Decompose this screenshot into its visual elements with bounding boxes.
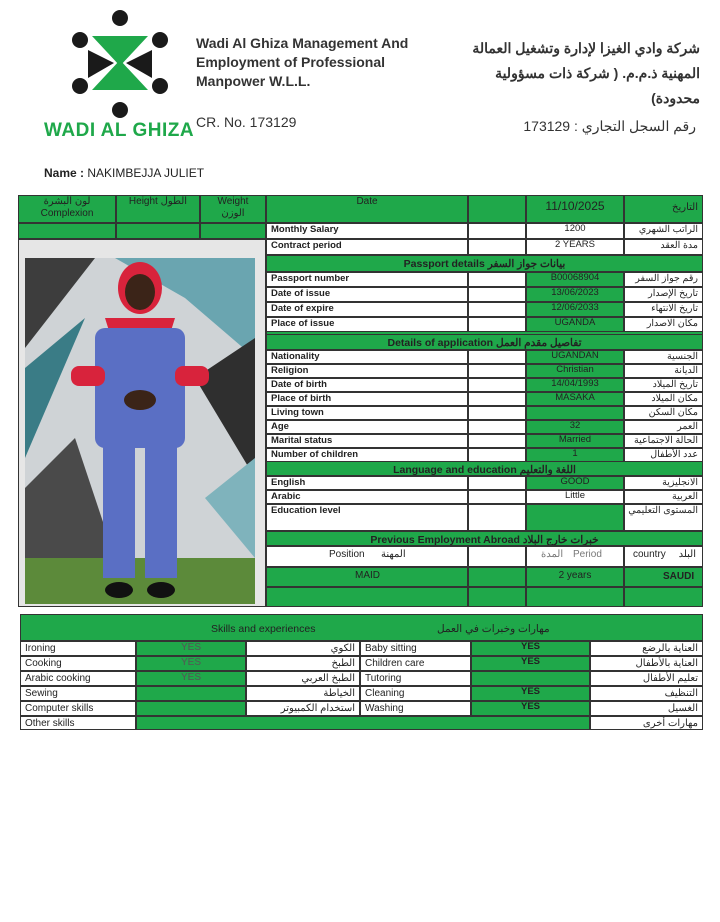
weight-cell: Weight الوزن: [200, 195, 266, 223]
field-label: Marital status: [266, 434, 468, 448]
field-value: MASAKA: [526, 392, 624, 406]
employment-position-header: [266, 546, 468, 567]
employment-section-header: Previous Employment Abroad خبرات خارج البلاد: [266, 531, 703, 546]
employment-empty: [468, 587, 526, 607]
field-label: Living town: [266, 406, 468, 420]
employment-empty: [266, 587, 468, 607]
field-label-ar: تاريخ الإصدار: [624, 287, 703, 302]
position-label: Position: [329, 549, 365, 560]
field-label: Number of children: [266, 448, 468, 462]
field-label: Monthly Salary: [266, 223, 468, 239]
skill-label-right: Baby sitting: [360, 641, 471, 656]
field-label-ar: رقم جواز السفر: [624, 272, 703, 287]
field-spacer: [468, 317, 526, 332]
skill-label-right-ar: العناية بالرضع: [590, 641, 703, 656]
field-spacer: [468, 350, 526, 364]
date-label-ar: التاريخ: [624, 195, 703, 223]
field-value: 13/06/2023: [526, 287, 624, 302]
field-label: Date of birth: [266, 378, 468, 392]
employment-country-header: [624, 546, 703, 567]
field-spacer: [468, 223, 526, 239]
employment-empty: [624, 587, 703, 607]
complexion-cell: لون البشرة Complexion: [18, 195, 116, 223]
field-value: 14/04/1993: [526, 378, 624, 392]
field-label-ar: الحالة الاجتماعية: [624, 434, 703, 448]
employment-spacer: [468, 567, 526, 587]
skill-value-left: [136, 701, 246, 716]
field-label: Nationality: [266, 350, 468, 364]
complexion-value: [18, 223, 116, 239]
field-label: Place of birth: [266, 392, 468, 406]
skill-value-left: [136, 686, 246, 701]
skill-label-left-ar: الطبخ العربي: [246, 671, 360, 686]
field-value: B00068904: [526, 272, 624, 287]
employment-period-value: 2 years: [526, 567, 624, 587]
field-spacer: [468, 406, 526, 420]
other-skills-value: [136, 716, 590, 730]
name-value: NAKIMBEJJA JULIET: [87, 166, 205, 180]
country-label-ar: البلد: [678, 549, 696, 560]
photo-frame: [18, 239, 266, 607]
height-value: [116, 223, 200, 239]
date-value: 11/10/2025: [526, 195, 624, 223]
weight-value: [200, 223, 266, 239]
skill-label-right: Tutoring: [360, 671, 471, 686]
field-label-ar: المستوى التعليمي: [624, 504, 703, 531]
skill-label-right-ar: التنظيف: [590, 686, 703, 701]
field-label-ar: الديانة: [624, 364, 703, 378]
field-value: 1200: [526, 223, 624, 239]
company-name-en: Wadi Al Ghiza Management And Employment of Professional Manpower W.L.L.: [196, 35, 409, 89]
field-value: 1: [526, 448, 624, 462]
language-section-header: Language and education اللغة والتعليم: [266, 461, 703, 476]
name-line: [44, 166, 204, 180]
field-spacer: [468, 434, 526, 448]
field-label: Education level: [266, 504, 468, 531]
other-skills-label: Other skills: [20, 716, 136, 730]
height-cell: Height الطول: [116, 195, 200, 223]
skill-value-right: YES: [471, 656, 590, 671]
applicant-photo: [25, 258, 255, 604]
field-spacer: [468, 504, 526, 531]
field-spacer: [468, 364, 526, 378]
skill-value-right: [471, 671, 590, 686]
field-label-ar: العمر: [624, 420, 703, 434]
field-spacer: [468, 302, 526, 317]
skill-label-right-ar: الغسيل: [590, 701, 703, 716]
employment-country-value: SAUDI: [624, 567, 703, 587]
period-label-ar: المدة: [541, 549, 564, 560]
skill-label-left: Arabic cooking: [20, 671, 136, 686]
field-value: Christian: [526, 364, 624, 378]
field-spacer: [468, 448, 526, 462]
name-label: Name :: [44, 166, 85, 180]
skill-label-left-ar: الخياطة: [246, 686, 360, 701]
field-spacer: [468, 476, 526, 490]
other-skills-label-ar: مهارات أخرى: [590, 716, 703, 730]
field-spacer: [468, 378, 526, 392]
date-label-cell: Date: [266, 195, 468, 223]
field-spacer: [468, 287, 526, 302]
employment-spacer: [468, 546, 526, 567]
field-label: Religion: [266, 364, 468, 378]
field-label: Passport number: [266, 272, 468, 287]
spacer-cell: [468, 195, 526, 223]
skill-value-right: YES: [471, 686, 590, 701]
field-value: 12/06/2033: [526, 302, 624, 317]
skill-label-right: Cleaning: [360, 686, 471, 701]
period-label: Period: [573, 549, 602, 560]
field-label-ar: الجنسية: [624, 350, 703, 364]
field-label: Place of issue: [266, 317, 468, 332]
employment-empty: [526, 587, 624, 607]
skill-label-right-ar: تعليم الأطفال: [590, 671, 703, 686]
field-value: Little: [526, 490, 624, 504]
skill-value-left: YES: [136, 656, 246, 671]
field-label: Age: [266, 420, 468, 434]
skill-label-left: Sewing: [20, 686, 136, 701]
position-label-ar: المهنة: [381, 549, 406, 560]
company-logo: [40, 6, 200, 146]
logo-text: WADI AL GHIZA: [44, 120, 195, 141]
skill-label-left: Cooking: [20, 656, 136, 671]
field-spacer: [468, 239, 526, 255]
field-value: UGANDA: [526, 317, 624, 332]
skills-title-en: Skills and experiences: [211, 623, 316, 635]
application-section-header: Details of application تفاصيل مقدم العمل: [266, 334, 703, 350]
cr-number-en: CR. No. 173129: [196, 114, 297, 130]
field-value: 2 YEARS: [526, 239, 624, 255]
field-label-ar: العربية: [624, 490, 703, 504]
field-label: Contract period: [266, 239, 468, 255]
skill-value-right: YES: [471, 701, 590, 716]
skill-label-left-ar: استخدام الكمبيوتر: [246, 701, 360, 716]
field-value: UGANDAN: [526, 350, 624, 364]
cr-number-ar: رقم السجل التجاري : 173129: [523, 118, 696, 134]
field-label-ar: عدد الأطفال: [624, 448, 703, 462]
field-label-ar: مكان الميلاد: [624, 392, 703, 406]
country-label: country: [633, 549, 666, 560]
skills-title-ar: مهارات وخبرات في العمل: [437, 623, 550, 635]
skill-value-left: YES: [136, 671, 246, 686]
employment-period-header: [526, 546, 624, 567]
skills-header: [20, 614, 703, 641]
field-spacer: [468, 272, 526, 287]
employment-position-value: MAID: [266, 567, 468, 587]
field-label: Date of expire: [266, 302, 468, 317]
field-label-ar: الانجليزية: [624, 476, 703, 490]
field-value: 32: [526, 420, 624, 434]
skill-label-right: Children care: [360, 656, 471, 671]
field-spacer: [468, 490, 526, 504]
passport-section-header: Passport details بيانات جواز السفر: [266, 255, 703, 272]
field-label-ar: الراتب الشهري: [624, 223, 703, 239]
field-label-ar: مكان السكن: [624, 406, 703, 420]
field-spacer: [468, 420, 526, 434]
skill-value-left: YES: [136, 641, 246, 656]
skill-label-left-ar: الكوي: [246, 641, 360, 656]
company-name-ar: شركة وادي الغيزا لإدارة وتشغيل العمالة المهنية ذ.م.م. ( شركة ذات مسؤولية محدودة): [472, 40, 700, 106]
field-label-ar: مدة العقد: [624, 239, 703, 255]
field-value: [526, 406, 624, 420]
field-value: [526, 504, 624, 531]
skill-label-left: Ironing: [20, 641, 136, 656]
field-label: Arabic: [266, 490, 468, 504]
field-value: GOOD: [526, 476, 624, 490]
field-label: English: [266, 476, 468, 490]
field-label-ar: مكان الاصدار: [624, 317, 703, 332]
field-spacer: [468, 392, 526, 406]
skill-label-left-ar: الطبخ: [246, 656, 360, 671]
field-label-ar: تاريخ الانتهاء: [624, 302, 703, 317]
field-label: Date of issue: [266, 287, 468, 302]
skill-value-right: YES: [471, 641, 590, 656]
skill-label-left: Computer skills: [20, 701, 136, 716]
skill-label-right: Washing: [360, 701, 471, 716]
field-value: Married: [526, 434, 624, 448]
field-label-ar: تاريخ الميلاد: [624, 378, 703, 392]
skill-label-right-ar: العناية بالأطفال: [590, 656, 703, 671]
